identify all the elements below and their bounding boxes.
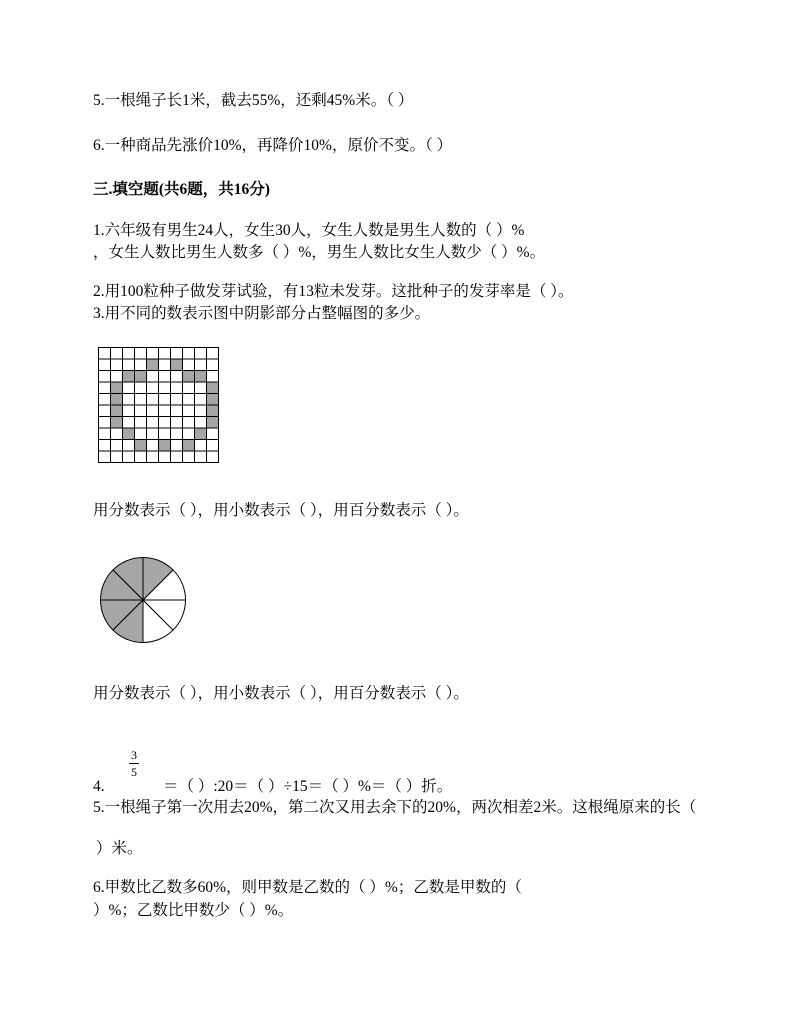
fraction-three-fifths: [127, 748, 141, 779]
grid-cell-shaded: [111, 417, 123, 429]
shaded-grid-figure: [98, 347, 219, 463]
grid-cell: [147, 394, 159, 406]
grid-cell: [99, 428, 111, 440]
grid-cell-shaded: [123, 371, 135, 383]
grid-cell-shaded: [111, 405, 123, 417]
fill-question-1-line-1: 1.六年级有男生24人，女生30人，女生人数是男生人数的（ ）%: [93, 222, 525, 239]
grid-cell: [195, 348, 207, 360]
fill-question-2: 2.用100粒种子做发芽试验，有13粒未发芽。这批种子的发芽率是（ ）。: [93, 283, 574, 300]
grid-cell: [159, 451, 171, 463]
fraction-bar: [129, 763, 139, 764]
grid-cell: [135, 405, 147, 417]
grid-cell: [207, 371, 219, 383]
grid-cell: [195, 359, 207, 371]
grid-cell: [195, 405, 207, 417]
grid-cell: [183, 451, 195, 463]
grid-cell: [123, 348, 135, 360]
grid-cell: [111, 371, 123, 383]
grid-cell: [135, 428, 147, 440]
grid-cell: [99, 371, 111, 383]
grid-cell-shaded: [135, 440, 147, 452]
grid-cell: [111, 428, 123, 440]
grid-cell: [135, 382, 147, 394]
grid-cell: [171, 382, 183, 394]
grid-cell-shaded: [207, 394, 219, 406]
grid-cell: [147, 440, 159, 452]
grid-cell: [171, 451, 183, 463]
fill-question-6-line-2: ）%；乙数比甲数少（ ）%。: [93, 902, 294, 919]
grid-cell: [147, 451, 159, 463]
grid-cell: [159, 394, 171, 406]
fraction-numerator: 3: [131, 748, 137, 762]
grid-cell: [123, 440, 135, 452]
grid-cell: [135, 451, 147, 463]
grid-cell: [135, 348, 147, 360]
grid-cell-shaded: [207, 417, 219, 429]
grid-cell: [183, 428, 195, 440]
fill-question-4-number: 4.: [93, 778, 105, 795]
grid-cell-shaded: [195, 428, 207, 440]
grid-cell: [159, 382, 171, 394]
grid-cell: [123, 394, 135, 406]
grid-cell-shaded: [159, 440, 171, 452]
grid-cell: [99, 405, 111, 417]
grid-cell: [111, 348, 123, 360]
grid-cell-shaded: [207, 405, 219, 417]
grid-cell: [195, 440, 207, 452]
fill-question-5-line-1: 5.一根绳子第一次用去20%，第二次又用去余下的20%，两次相差2米。这根绳原来的长（: [93, 799, 697, 816]
fill-question-6-line-1: 6.甲数比乙数多60%，则甲数是乙数的（ ）%；乙数是甲数的（: [93, 879, 522, 896]
grid-cell: [159, 428, 171, 440]
grid-cell: [147, 382, 159, 394]
grid-cell: [147, 428, 159, 440]
grid-cell: [99, 440, 111, 452]
grid-cell: [159, 417, 171, 429]
grid-cell: [123, 382, 135, 394]
grid-cell: [111, 451, 123, 463]
grid-cell: [135, 394, 147, 406]
grid-cell: [207, 348, 219, 360]
judge-question-5: 5.一根绳子长1米，截去55%，还剩45%米。（ ）: [93, 92, 414, 109]
grid-cell: [195, 451, 207, 463]
grid-cell-shaded: [183, 371, 195, 383]
grid-cell: [171, 394, 183, 406]
fraction-denominator: 5: [131, 765, 137, 779]
grid-cell: [171, 348, 183, 360]
fill-question-3-prompt: 3.用不同的数表示图中阴影部分占整幅图的多少。: [93, 305, 431, 322]
grid-cell: [195, 394, 207, 406]
grid-cell: [111, 440, 123, 452]
grid-cell: [207, 440, 219, 452]
grid-cell: [123, 451, 135, 463]
grid-cell: [99, 382, 111, 394]
grid-cell: [207, 359, 219, 371]
grid-cell: [159, 405, 171, 417]
grid-cell: [99, 394, 111, 406]
shaded-circle-figure: [99, 556, 187, 644]
grid-cell: [171, 405, 183, 417]
grid-cell-shaded: [123, 428, 135, 440]
grid-cell: [159, 359, 171, 371]
section-heading: 三.填空题(共6题，共16分): [93, 181, 270, 198]
grid-cell: [183, 348, 195, 360]
grid-cell: [111, 359, 123, 371]
grid-cell-shaded: [171, 359, 183, 371]
grid-cell-shaded: [111, 394, 123, 406]
judge-question-6: 6.一种商品先涨价10%，再降价10%，原价不变。（ ）: [93, 137, 453, 154]
grid-cell: [195, 417, 207, 429]
grid-cell: [123, 417, 135, 429]
grid-cell: [183, 405, 195, 417]
grid-cell: [183, 394, 195, 406]
grid-cell: [99, 417, 111, 429]
grid-cell: [207, 451, 219, 463]
grid-cell: [159, 371, 171, 383]
grid-cell-shaded: [147, 359, 159, 371]
grid-cell-shaded: [207, 382, 219, 394]
grid-cell: [147, 348, 159, 360]
grid-cell-shaded: [183, 440, 195, 452]
grid-cell: [183, 417, 195, 429]
grid-cell: [99, 359, 111, 371]
grid-cell: [207, 428, 219, 440]
fill-question-5-line-2: ）米。: [96, 840, 143, 857]
grid-cell: [123, 405, 135, 417]
grid-cell-shaded: [135, 371, 147, 383]
grid-cell: [171, 440, 183, 452]
fill-question-1-line-2: ，女生人数比男生人数多（ ）%，男生人数比女生人数少（ ）%。: [93, 244, 546, 261]
grid-cell: [147, 417, 159, 429]
grid-cell: [171, 417, 183, 429]
fill-question-3-circle-answer-line: 用分数表示（ ），用小数表示（ ），用百分数表示（ ）。: [93, 685, 469, 702]
fill-question-3-grid-answer-line: 用分数表示（ ），用小数表示（ ），用百分数表示（ ）。: [93, 502, 469, 519]
grid-cell: [135, 417, 147, 429]
grid-cell: [183, 359, 195, 371]
grid-cell: [171, 371, 183, 383]
grid-cell: [135, 359, 147, 371]
grid-cell-shaded: [111, 382, 123, 394]
grid-cell: [195, 382, 207, 394]
grid-cell: [159, 348, 171, 360]
grid-cell: [99, 451, 111, 463]
fill-question-4-equation: ＝（ ）:20＝（ ）÷15＝（ ）%＝（ ）折。: [163, 778, 453, 795]
grid-cell-shaded: [195, 371, 207, 383]
grid-cell: [123, 359, 135, 371]
grid-cell: [147, 405, 159, 417]
grid-cell: [147, 371, 159, 383]
grid-cell: [99, 348, 111, 360]
grid-cell: [171, 428, 183, 440]
grid-cell: [183, 382, 195, 394]
